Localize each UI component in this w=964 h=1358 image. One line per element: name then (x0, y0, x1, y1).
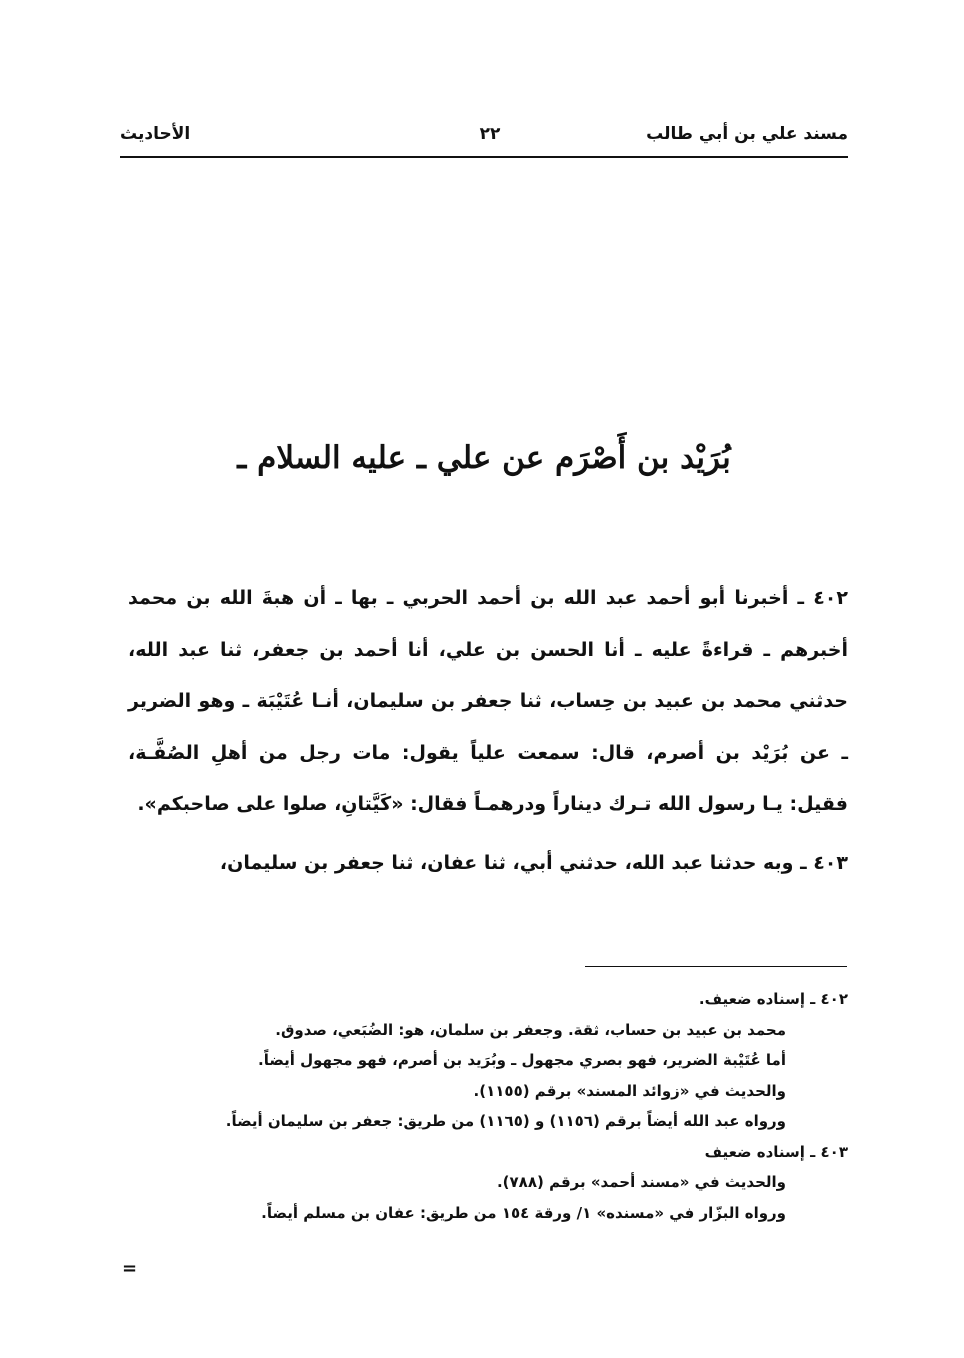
footnote-label: ٤٠٢ ـ إسناده ضعيف. (698, 990, 848, 1008)
section-name: الأحاديث (120, 124, 191, 144)
footnote-line: محمد بن عبيد بن حساب، ثقة. وجعفر بن سلمان، هو: الضُبَعي، صدوق. (275, 1020, 786, 1039)
footnote-line: ورواه البزّار في «مسنده» ١/ ورقة ١٥٤ من طريق: عفان بن مسلم أيضاً. (261, 1203, 786, 1222)
footnotes (128, 984, 848, 1228)
footnote-line: ورواه عبد الله أيضاً برقم (١١٥٦) و (١١٦٥) من طريق: جعفر بن سليمان أيضاً. (225, 1112, 786, 1130)
hadith-403 (128, 838, 848, 890)
hadith-text: ـ وبه حدثنا عبد الله، حدثني أبي، ثنا عفان، ثنا جعفر بن سليمان، (219, 851, 807, 874)
footnote-line: والحديث في «مسند أحمد» برقم (٧٨٨). (496, 1173, 786, 1191)
page-number: ٢٢ (479, 124, 501, 144)
running-header (120, 118, 848, 158)
hadith-number: ٤٠٢ (813, 587, 848, 609)
footnote-divider (585, 966, 847, 967)
header-divider (120, 156, 848, 158)
footnote-label: ٤٠٣ ـ إسناده ضعيف (704, 1142, 848, 1161)
hadith-402 (128, 573, 848, 831)
footnote-line: والحديث في «زوائد المسند» برقم (١١٥٥). (473, 1081, 786, 1100)
continuation-mark: = (122, 1258, 138, 1279)
book-title: مسند علي بن أبي طالب (646, 124, 848, 144)
footnote-line: أما عُتَيْبة الضرير، فهو بصري مجهول ـ وبُرَيد بن أصرم، فهو مجهول أيضاً. (258, 1051, 786, 1069)
hadith-number: ٤٠٣ (813, 851, 848, 874)
hadith-body (128, 573, 848, 896)
chapter-title: بُرَيْد بن أَصْرَم عن علي ـ عليه السلام ـ (237, 440, 731, 476)
hadith-text: ـ أخبرنا أبو أحمد عبد الله بن أحمد الحربي ـ بها ـ أن هبةَ الله بن محمد أخبرهم ـ قراءةً عليه ـ أنا الحسن بن علي، أنا أحمد بن جعفر، ثنا عبد الله، حدثني محمد بن عبيد بن حِساب، ثنا جعفر بن سليمان، أنـا عُتَيْبَة ـ وهو الضرير ـ عن بُرَيْد بن أصرم، قال: سمعت علياً يقول: مات رجل من أهلِ الصُفَّـة، فقيل: يـا رسول الله تـرك ديناراً ودرهمـاً فقال: «كَيَّتانِ، صلوا على صاحبكم». (128, 587, 848, 815)
